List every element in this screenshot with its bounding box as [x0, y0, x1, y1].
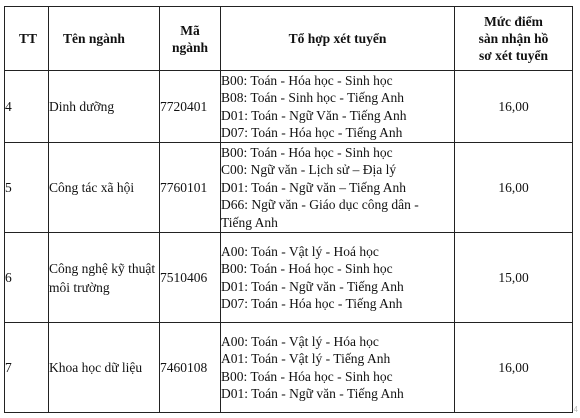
table-row	[5, 71, 573, 143]
combo-line: D01: Toán - Ngữ Văn - Tiếng Anh	[221, 107, 407, 123]
combo-line: D07: Toán - Hóa học - Tiếng Anh	[221, 296, 403, 311]
combo-line: Tiếng Anh	[221, 214, 278, 230]
row-code: 7510406	[160, 233, 221, 323]
row-combos	[221, 71, 455, 143]
row-tt: 5	[5, 143, 49, 233]
header-score	[455, 7, 573, 71]
combo-line: A01: Toán - Vật lý - Tiếng Anh	[221, 351, 391, 366]
row-name: Dinh dưỡng	[49, 71, 160, 143]
table-header-row	[5, 7, 573, 71]
header-score-line2: sàn nhận hồ	[478, 31, 549, 46]
combo-line: A00: Toán - Vật lý - Hoá học	[221, 243, 379, 259]
row-tt: 4	[5, 71, 49, 143]
row-name: Công tác xã hội	[49, 143, 160, 233]
header-combo: Tổ hợp xét tuyển	[221, 7, 455, 71]
row-tt: 7	[5, 323, 49, 413]
row-score: 16,00	[455, 143, 573, 233]
combo-line: C00: Ngữ văn - Lịch sử – Địa lý	[221, 162, 397, 178]
page-mark: 4	[573, 405, 578, 414]
combo-line: D07: Toán - Hóa học - Tiếng Anh	[221, 125, 403, 140]
row-code: 7760101	[160, 143, 221, 233]
combo-line: D01: Toán - Ngữ văn - Tiếng Anh	[221, 386, 404, 401]
header-name: Tên ngành	[49, 7, 160, 71]
table-row	[5, 233, 573, 323]
row-combos	[221, 323, 455, 413]
row-combos	[221, 143, 455, 233]
row-tt: 6	[5, 233, 49, 323]
table-row	[5, 143, 573, 233]
admission-table	[4, 6, 573, 413]
table-row	[5, 323, 573, 413]
combo-line: D66: Ngữ văn - Giáo dục công dân -	[221, 197, 419, 213]
header-tt: TT	[5, 7, 49, 71]
header-score-line3: sơ xét tuyển	[479, 48, 548, 63]
header-score-line1: Mức điểm	[484, 14, 543, 29]
combo-line: B00: Toán - Hóa học - Sinh học	[221, 144, 393, 160]
row-code: 7720401	[160, 71, 221, 143]
combo-line: D01: Toán - Ngữ văn - Tiếng Anh	[221, 278, 404, 294]
header-code	[160, 7, 221, 71]
row-score: 15,00	[455, 233, 573, 323]
row-combos	[221, 233, 455, 323]
combo-line: D01: Toán - Ngữ văn – Tiếng Anh	[221, 179, 407, 195]
row-score: 16,00	[455, 323, 573, 413]
header-code-line2: ngành	[171, 39, 209, 55]
combo-line: B00: Toán - Hóa học - Sinh học	[221, 72, 393, 88]
row-name: Công nghệ kỹ thuật môi trường	[49, 233, 160, 323]
header-code-line1: Mã	[180, 22, 200, 38]
combo-line: B00: Toán - Hoá học - Sinh học	[221, 261, 393, 276]
row-name: Khoa học dữ liệu	[49, 323, 160, 413]
row-code: 7460108	[160, 323, 221, 413]
combo-line: B00: Toán - Hóa học - Sinh học	[221, 368, 393, 384]
combo-line: B08: Toán - Sinh học - Tiếng Anh	[221, 90, 404, 105]
row-score: 16,00	[455, 71, 573, 143]
combo-line: A00: Toán - Vật lý - Hóa học	[221, 333, 379, 349]
